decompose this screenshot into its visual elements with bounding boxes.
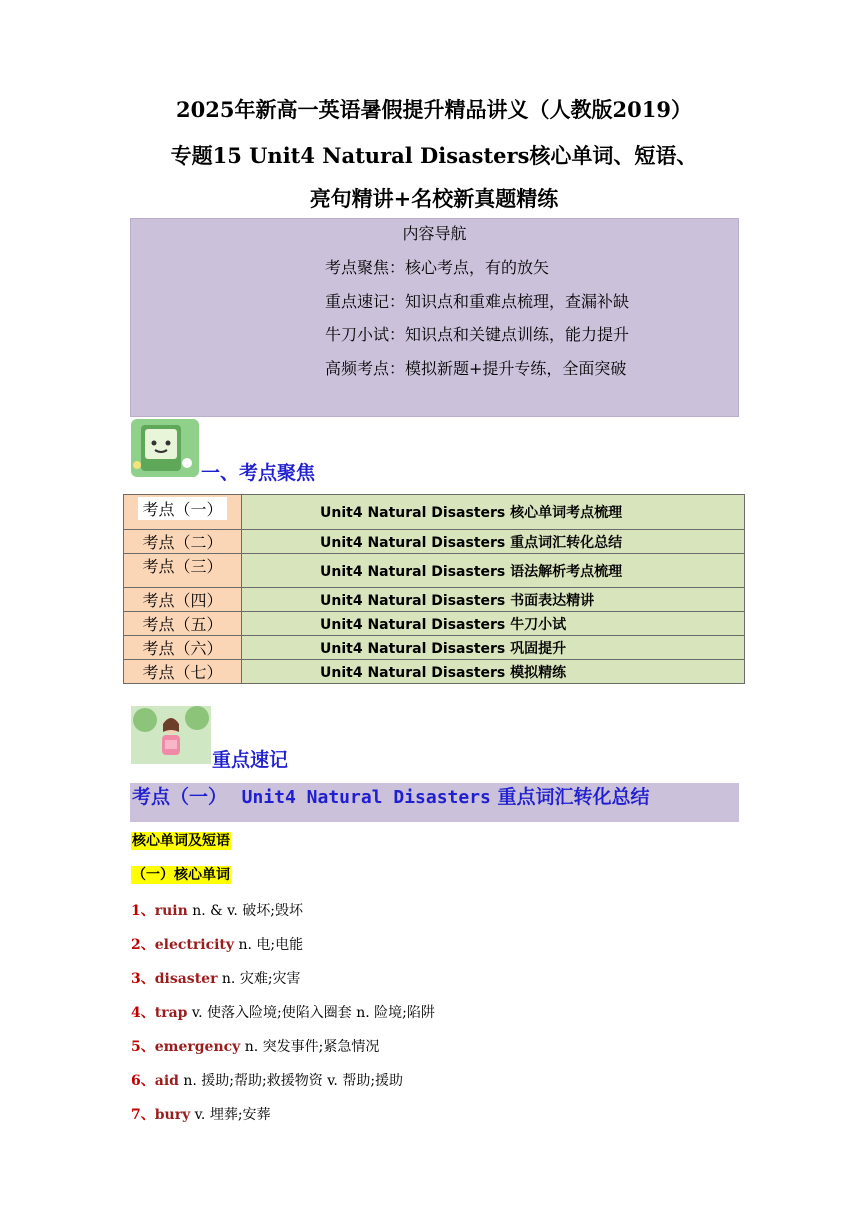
table-value-cell: Unit4 Natural Disasters 核心单词考点梳理 [242,495,745,530]
vocab-item: 7、bury v. 埋葬;安葬 [131,1107,271,1123]
vocab-item: 1、ruin n. & v. 破坏;毁坏 [131,903,303,919]
nav-heading: 内容导航 [402,224,467,243]
topic-bar-suffix: 重点词汇转化总结 [497,786,650,808]
table-value-cell: Unit4 Natural Disasters 巩固提升 [242,636,745,660]
vocab-item: 6、aid n. 援助;帮助;救援物资 v. 帮助;援助 [131,1073,404,1089]
table-row [124,588,745,612]
section-heading-notes: 重点速记 [212,749,289,771]
core-words-label: 核心单词及短语 [132,833,230,849]
table-key-cell: 考点（二） [124,530,242,554]
vocab-item: 2、electricity n. 电;电能 [131,937,304,953]
table-key-cell: 考点（四） [124,588,242,612]
nav-item: 高频考点：模拟新题+提升专练，全面突破 [325,359,627,378]
table-value-cell: Unit4 Natural Disasters 重点词汇转化总结 [242,530,745,554]
section-heading-focus: 一、考点聚焦 [201,462,316,484]
table-row [124,636,745,660]
table-key-cell: 考点（五） [124,612,242,636]
topic-bar-prefix: 考点（一） [132,786,228,808]
table-value-cell: Unit4 Natural Disasters 语法解析考点梳理 [242,554,745,588]
table-row [124,612,745,636]
title-line-3: 亮句精讲+名校新真题精练 [309,186,559,211]
nav-item: 牛刀小试：知识点和关键点训练，能力提升 [325,325,630,344]
table-key-cell: 考点（三） [124,554,242,588]
table-key-cell: 考点（七） [124,660,242,684]
table-value-cell: Unit4 Natural Disasters 模拟精练 [242,660,745,684]
table-key-cell: 考点（六） [124,636,242,660]
table-row [124,530,745,554]
title-line-1: 2025年新高一英语暑假提升精品讲义（人教版2019） [176,97,692,122]
table-key-cell: 考点（一） [124,495,242,530]
content-navigation-box [130,218,739,417]
nav-item: 考点聚焦：核心考点，有的放矢 [325,258,550,277]
title-line-2: 专题15 Unit4 Natural Disasters核心单词、短语、 [170,143,698,168]
vocab-item: 3、disaster n. 灾难;灾害 [131,971,301,987]
table-row [124,660,745,684]
table-value-cell: Unit4 Natural Disasters 书面表达精讲 [242,588,745,612]
core-words-sub-label: （一）核心单词 [132,867,230,883]
book-illustration [131,419,199,477]
nav-item: 重点速记：知识点和重难点梳理，查漏补缺 [325,292,630,311]
reading-girl-illustration [131,706,211,764]
vocab-item: 4、trap v. 使落入险境;使陷入圈套 n. 险境;陷阱 [131,1005,435,1021]
topic-bar [130,783,739,822]
table-row [124,554,745,588]
topic-bar-mono: Unit4 Natural Disasters [241,787,491,808]
table-row [124,495,745,530]
topic-table [123,494,745,684]
table-value-cell: Unit4 Natural Disasters 牛刀小试 [242,612,745,636]
vocab-item: 5、emergency n. 突发事件;紧急情况 [131,1039,380,1055]
